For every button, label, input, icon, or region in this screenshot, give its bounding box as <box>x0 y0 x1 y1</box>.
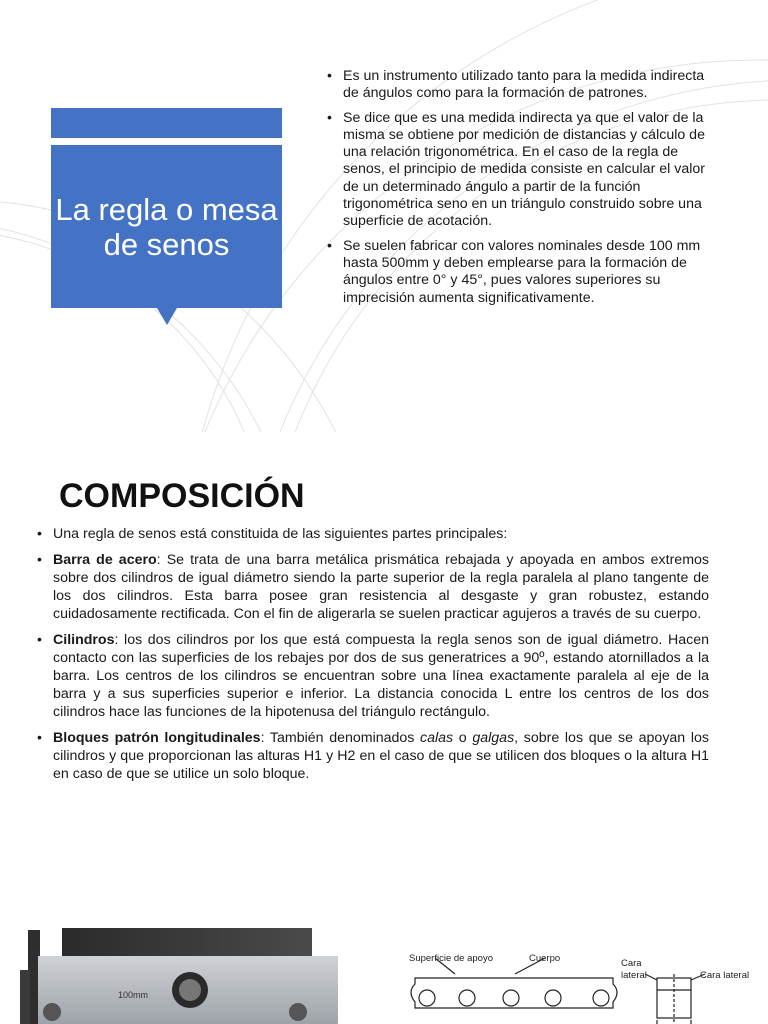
item-text: , sobre los que se apoyan los cilindros y que proporcionan las alturas H1 y H2 en el caso de que se utilicen dos bloques o la altura H1 en caso de que se utilice un solo bloque. <box>53 730 709 782</box>
label-cara-lateral-1b: lateral <box>621 970 647 981</box>
label-superficie-apoyo: Superficie de apoyo <box>409 953 493 964</box>
label-cara-lateral-1a: Cara <box>621 958 642 969</box>
item-text: : los dos cilindros por los que está compuesta la regla senos son de igual diámetro. Hacen contacto con las superficies de los rebajes por dos de sus generatrices a 90º, estando atornillados a la barra. Los centros de los cilindros se encuentran sobre una línea exactamente paralela al eje de la barra y a sus superficies superior e inferior. La distancia conocida L entre los centros de los dos cilindros hace las funciones de la hipotenusa del triángulo rectángulo. <box>53 632 709 720</box>
slide-1 <box>0 0 768 432</box>
photo-label: 100mm <box>118 990 149 1000</box>
slide-2 <box>0 440 768 1024</box>
sine-bar-photo <box>0 910 360 1024</box>
sine-bar-diagram <box>395 940 768 1024</box>
item-text: : Se trata de una barra metálica prismática rebajada y apoyada en ambos extremos sobre dos cilindros de igual diámetro siendo la parte superior de la regla paralela al plano tangente de los dos cilindros. Esta barra posee gran resistencia al desgaste y gran robustez, estando cuidadosamente rectificada. Con el fin de aligerarla se suelen practicar agujeros a través de su cuerpo. <box>53 552 709 622</box>
slide-1-bullets <box>325 68 720 314</box>
section-heading: COMPOSICIÓN <box>59 477 305 515</box>
label-cara-lateral-2: Cara lateral <box>700 970 750 981</box>
slide-title: La regla o mesa de senos <box>55 191 278 262</box>
item-term: Bloques patrón longitudinales <box>53 730 261 746</box>
item-term: Cilindros <box>53 632 115 648</box>
item-term: Barra de acero <box>53 552 157 568</box>
slide-separator <box>0 432 768 440</box>
item-cilindros <box>37 631 709 721</box>
item-text: : También denominados <box>260 730 421 746</box>
intro-item <box>37 525 709 543</box>
title-accent-bar <box>51 108 282 138</box>
item-barra <box>37 551 709 623</box>
composition-list <box>37 525 709 791</box>
title-box <box>51 145 282 308</box>
bullet-1: • Es un instrumento utilizado tanto para la medida indirecta de ángulos como para la formación de patrones. <box>325 68 720 103</box>
item-emphasis: calas <box>420 730 454 746</box>
intro-text: Una regla de senos está constituida de las siguientes partes principales: <box>53 526 508 542</box>
bullet-2: • Se dice que es una medida indirecta ya que el valor de la misma se obtiene por medición de distancias y cálculo de una relación trigonométrica. En el caso de la regla de senos, el principio de medida consiste en calcular el valor de un determinado ángulo a partir de la función trigonométrica seno en un triángulo construido sobre una superficie de acotación. <box>325 110 720 231</box>
item-emphasis: galgas <box>472 730 515 746</box>
item-bloques <box>37 729 709 783</box>
title-pointer <box>157 308 177 325</box>
item-text: o <box>453 730 473 746</box>
label-cuerpo: Cuerpo <box>529 953 561 964</box>
bullet-3: • Se suelen fabricar con valores nominales desde 100 mm hasta 500mm y deben emplearse para la formación de ángulos entre 0° y 45°, pues valores superiores su imprecisión aumenta significativamente. <box>325 238 720 307</box>
